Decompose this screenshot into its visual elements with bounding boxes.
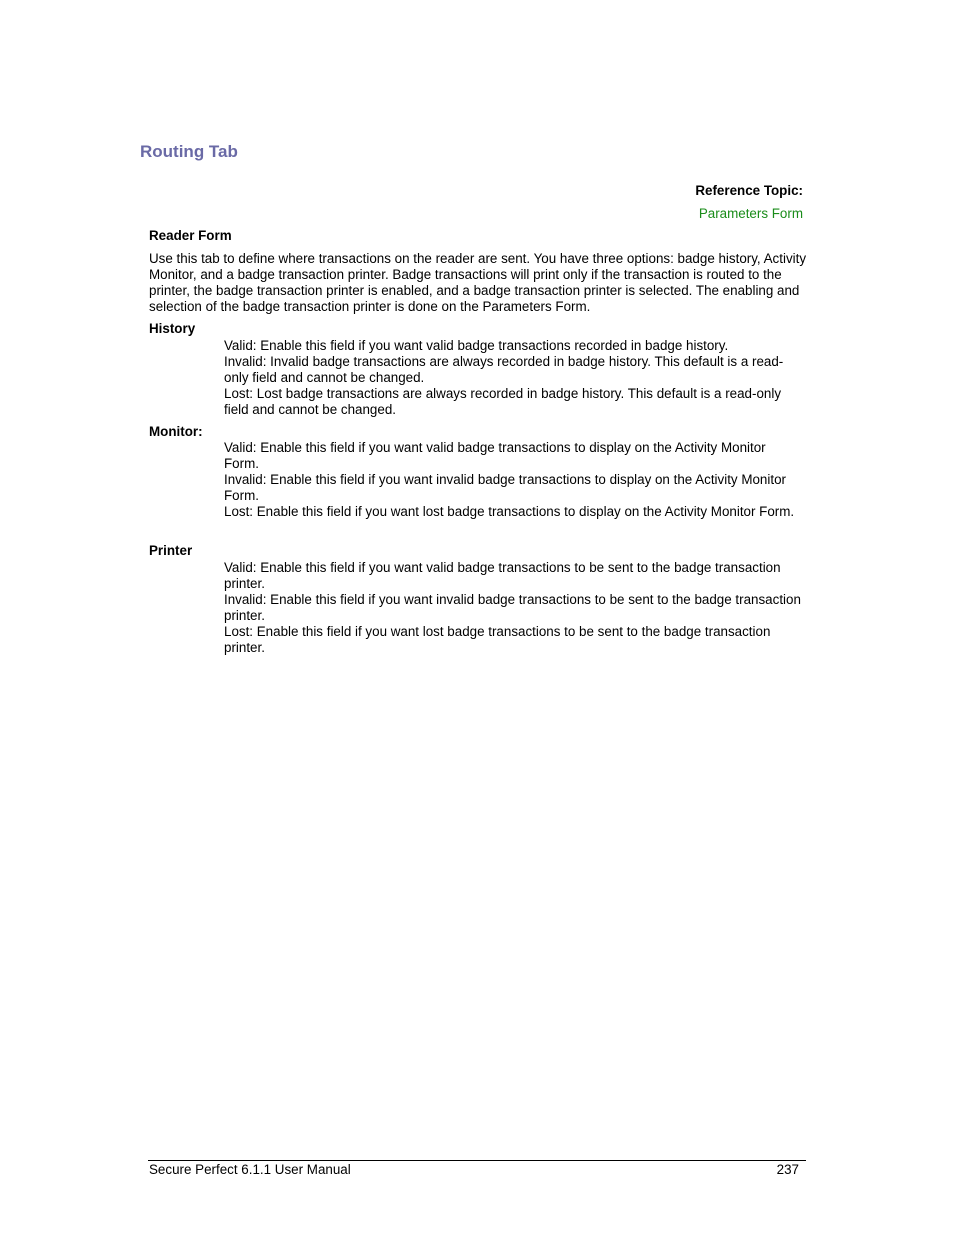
printer-valid-text: Valid: Enable this field if you want valid badge transactions to be sent to the badge transaction printer. (224, 560, 781, 591)
footer-manual-title: Secure Perfect 6.1.1 User Manual (149, 1162, 351, 1177)
reference-topic-label: Reference Topic: (695, 183, 803, 198)
page-title: Routing Tab (140, 142, 238, 161)
footer-divider (148, 1160, 806, 1161)
parameters-form-link[interactable]: Parameters Form (698, 206, 803, 221)
monitor-invalid-text: Invalid: Enable this field if you want invalid badge transactions to display on the Activity Monitor Form. (224, 472, 786, 503)
monitor-valid-text: Valid: Enable this field if you want valid badge transactions to display on the Activity Monitor Form. (224, 440, 766, 471)
history-invalid-text: Invalid: Invalid badge transactions are always recorded in badge history. This default is a read-only field and cannot be changed. (224, 354, 784, 385)
printer-invalid-text: Invalid: Enable this field if you want invalid badge transactions to be sent to the badge transaction printer. (224, 592, 801, 623)
monitor-items (224, 440, 804, 520)
monitor-lost-text: Lost: Enable this field if you want lost badge transactions to display on the Activity Monitor Form. (224, 504, 795, 519)
reader-form-intro: Use this tab to define where transactions on the reader are sent. You have three options: badge history, Activity Monitor, and a badge transaction printer. Badge transactions will print only if the transaction is routed to the printer, the badge transaction printer is enabled, and a badge transaction printer is selected. The enabling and selection of the badge transaction printer is done on the Parameters Form. (149, 251, 807, 314)
monitor-heading: Monitor: (149, 424, 203, 439)
history-items (224, 338, 804, 418)
printer-items (224, 560, 804, 656)
printer-heading: Printer (149, 543, 193, 558)
history-lost-text: Lost: Lost badge transactions are always recorded in badge history. This default is a read-only field and cannot be changed. (224, 386, 782, 417)
printer-lost-text: Lost: Enable this field if you want lost badge transactions to be sent to the badge transaction printer. (224, 624, 771, 655)
reader-form-heading: Reader Form (149, 228, 232, 243)
history-valid-text: Valid: Enable this field if you want valid badge transactions recorded in badge history. (224, 338, 729, 353)
history-heading: History (149, 321, 196, 336)
footer-page-number: 237 (776, 1162, 799, 1177)
